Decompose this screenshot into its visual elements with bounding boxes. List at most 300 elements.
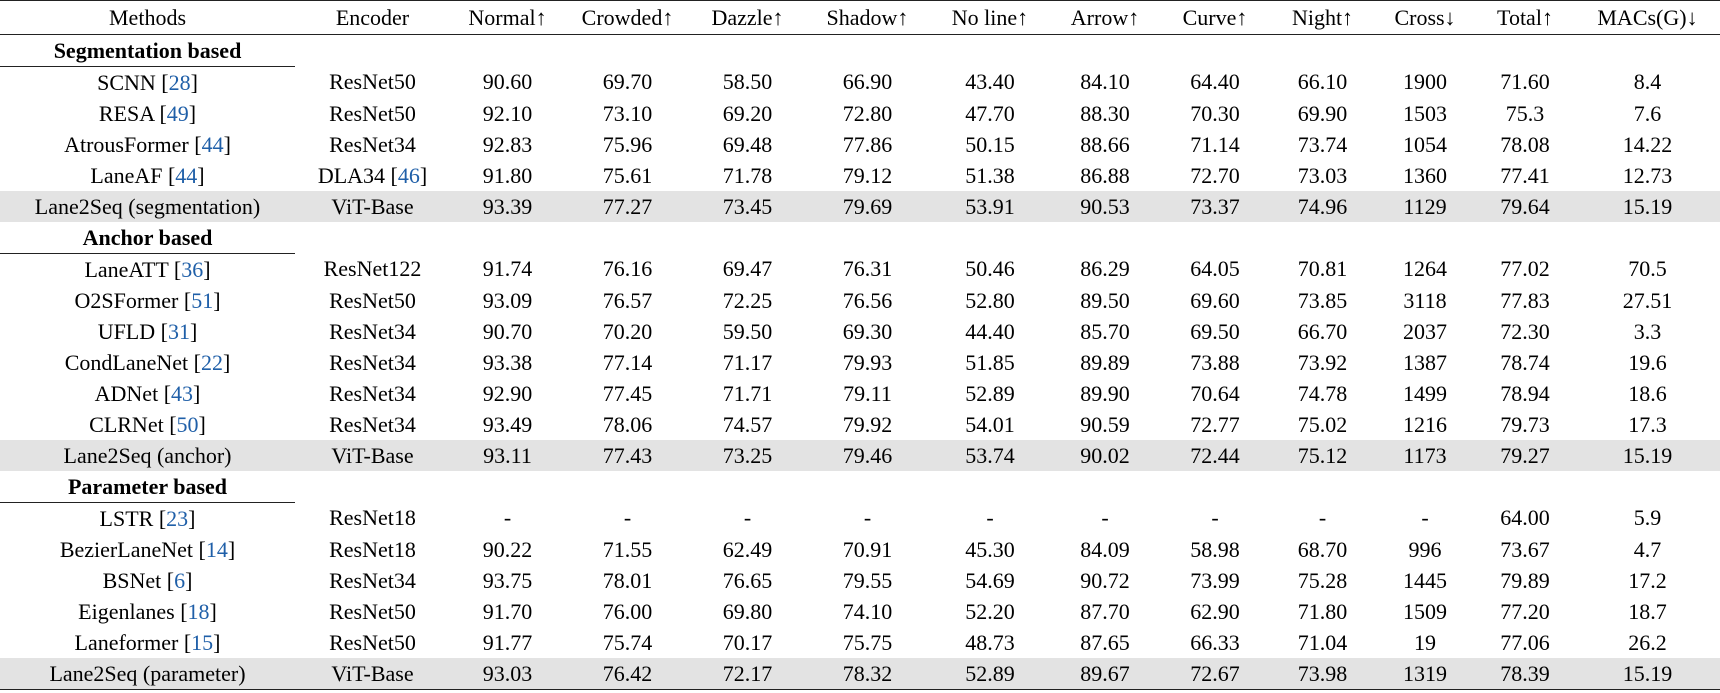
encoder-name: ResNet50 (329, 287, 416, 313)
group-header-row (0, 222, 1720, 254)
value-cell: 92.83 (482, 131, 533, 157)
method-cell: SCNN [28] (97, 69, 198, 95)
encoder-name: ViT-Base (331, 660, 414, 686)
value-cell: 77.02 (1500, 256, 1550, 282)
value-cell: 90.53 (1050, 191, 1160, 222)
value-cell: 73.85 (1297, 287, 1348, 313)
value-cell: 64.05 (1190, 256, 1240, 282)
value-cell: 1216 (1403, 411, 1447, 437)
value-cell: 69.48 (722, 131, 773, 157)
value-cell: 15.19 (1575, 191, 1720, 222)
method-name: BSNet (102, 567, 162, 593)
value-cell: 72.17 (690, 658, 805, 690)
value-cell: 87.70 (1080, 598, 1130, 624)
value-cell: - (623, 505, 632, 531)
value-cell: 51.38 (965, 162, 1015, 188)
table-row (0, 565, 1720, 596)
citation-link[interactable]: 22 (200, 349, 223, 375)
encoder-cell (295, 658, 450, 690)
value-cell: 72.70 (1190, 162, 1240, 188)
value-cell: 69.47 (722, 256, 773, 282)
value-cell: 69.30 (842, 318, 893, 344)
value-cell: 92.10 (482, 100, 533, 126)
value-cell: 7.6 (1633, 100, 1662, 126)
value-cell: 93.03 (450, 658, 565, 690)
value-cell: 75.3 (1505, 100, 1545, 126)
header-dazzle: Dazzle↑ (690, 1, 805, 35)
header-curve: Curve↑ (1160, 1, 1270, 35)
table-row (0, 129, 1720, 160)
value-cell: 73.92 (1297, 349, 1348, 375)
method-name: UFLD (97, 318, 156, 344)
citation-link[interactable]: 50 (176, 411, 199, 437)
value-cell: 2037 (1403, 318, 1447, 344)
value-cell: 70.5 (1628, 256, 1667, 282)
value-cell: 87.65 (1080, 629, 1130, 655)
value-cell: 18.6 (1628, 380, 1667, 406)
value-cell: 73.67 (1500, 536, 1550, 562)
group-spacer (295, 222, 1720, 254)
group-header-row (0, 471, 1720, 503)
table-row (0, 440, 1720, 471)
value-cell: 59.50 (722, 318, 773, 344)
value-cell: 72.30 (1500, 318, 1550, 344)
value-cell: 78.06 (602, 411, 653, 437)
value-cell: 69.90 (1297, 100, 1348, 126)
value-cell: 26.2 (1628, 629, 1667, 655)
value-cell: 58.98 (1190, 536, 1240, 562)
value-cell: 78.74 (1500, 349, 1550, 375)
value-cell: 27.51 (1622, 287, 1673, 313)
value-cell: 73.88 (1190, 349, 1240, 375)
value-cell: - (1318, 505, 1327, 531)
value-cell: 93.49 (482, 411, 533, 437)
table-row (0, 409, 1720, 440)
method-name: Lane2Seq (anchor) (63, 442, 232, 468)
citation-link[interactable]: 44 (201, 131, 224, 157)
citation-link[interactable]: 15 (191, 629, 214, 655)
value-cell: 79.89 (1500, 567, 1550, 593)
header-crowded: Crowded↑ (565, 1, 690, 35)
value-cell: 75.75 (842, 629, 893, 655)
value-cell: 71.17 (722, 349, 773, 375)
method-cell: Eigenlanes [18] (78, 598, 217, 624)
value-cell: 79.27 (1475, 440, 1575, 471)
value-cell: 74.96 (1270, 191, 1375, 222)
value-cell: 66.33 (1190, 629, 1240, 655)
value-cell: 88.66 (1080, 131, 1130, 157)
value-cell: 72.67 (1160, 658, 1270, 690)
value-cell: 79.12 (842, 162, 893, 188)
table-row (0, 316, 1720, 347)
value-cell: 1054 (1403, 131, 1447, 157)
encoder-name: ResNet50 (329, 69, 416, 95)
encoder-name: ResNet34 (329, 567, 416, 593)
value-cell: 78.08 (1500, 131, 1550, 157)
value-cell: 3118 (1403, 287, 1447, 313)
value-cell: 90.60 (482, 69, 533, 95)
value-cell: 1360 (1403, 162, 1447, 188)
value-cell: 84.10 (1080, 69, 1130, 95)
value-cell: 75.96 (602, 131, 653, 157)
method-cell (0, 191, 295, 222)
value-cell: 15.19 (1575, 440, 1720, 471)
header-normal: Normal↑ (450, 1, 565, 35)
value-cell: 93.39 (450, 191, 565, 222)
value-cell: 73.74 (1297, 131, 1348, 157)
value-cell: 74.78 (1297, 380, 1348, 406)
header-encoder: Encoder (295, 1, 450, 35)
encoder-cell (295, 191, 450, 222)
value-cell: 69.60 (1190, 287, 1240, 313)
value-cell: 75.74 (602, 629, 653, 655)
value-cell: 92.90 (482, 380, 533, 406)
method-cell: LaneATT [36] (84, 256, 211, 282)
citation-link[interactable]: 6 (174, 567, 186, 593)
method-cell: CLRNet [50] (89, 411, 206, 437)
value-cell: 77.83 (1500, 287, 1550, 313)
citation-link[interactable]: 43 (171, 380, 194, 406)
encoder-name: ViT-Base (331, 442, 414, 468)
method-cell: ADNet [43] (94, 380, 201, 406)
header-arrow: Arrow↑ (1050, 1, 1160, 35)
value-cell: 12.73 (1622, 162, 1673, 188)
value-cell: 77.41 (1500, 162, 1550, 188)
value-cell: 43.40 (965, 69, 1015, 95)
value-cell: 19 (1414, 629, 1436, 655)
group-spacer (295, 471, 1720, 503)
table-row (0, 254, 1720, 286)
value-cell: 77.14 (602, 349, 653, 375)
encoder-cell (295, 98, 450, 129)
value-cell: 90.02 (1050, 440, 1160, 471)
value-cell: 76.57 (602, 287, 653, 313)
citation-link[interactable]: 46 (397, 162, 420, 188)
value-cell: 72.25 (722, 287, 773, 313)
value-cell: 14.22 (1622, 131, 1673, 157)
group-name: Parameter based (0, 471, 295, 503)
value-cell: 51.85 (965, 349, 1015, 375)
method-name: O2SFormer (74, 287, 179, 313)
value-cell: 79.69 (805, 191, 930, 222)
encoder-cell (295, 596, 450, 627)
value-cell: 73.03 (1297, 162, 1348, 188)
value-cell: 74.10 (842, 598, 893, 624)
encoder-cell (295, 67, 450, 99)
value-cell: - (986, 505, 994, 531)
header-macs: MACs(G)↓ (1575, 1, 1720, 35)
value-cell: 1264 (1403, 256, 1447, 282)
value-cell: 53.74 (930, 440, 1050, 471)
method-cell: O2SFormer [51] (74, 287, 221, 313)
encoder-name: ResNet122 (323, 256, 422, 282)
group-spacer (295, 35, 1720, 67)
table-row (0, 534, 1720, 565)
header-methods: Methods (0, 1, 295, 35)
table-row (0, 98, 1720, 129)
encoder-cell (295, 129, 450, 160)
method-name: LaneAF (90, 162, 163, 188)
value-cell: 1503 (1403, 100, 1447, 126)
value-cell: 71.14 (1190, 131, 1240, 157)
citation-link[interactable]: 36 (181, 256, 204, 282)
method-cell: RESA [49] (98, 100, 197, 126)
value-cell: 90.22 (482, 536, 533, 562)
header-row (0, 1, 1720, 35)
value-cell: 79.46 (805, 440, 930, 471)
table-row (0, 596, 1720, 627)
value-cell: 69.70 (602, 69, 653, 95)
citation-link[interactable]: 44 (175, 162, 198, 188)
value-cell: 79.64 (1475, 191, 1575, 222)
method-name: CLRNet (89, 411, 164, 437)
citation-link[interactable]: 49 (166, 100, 189, 126)
header-no-line: No line↑ (930, 1, 1050, 35)
citation-link[interactable]: 23 (166, 505, 189, 531)
citation-link[interactable]: 31 (167, 318, 190, 344)
header-night: Night↑ (1270, 1, 1375, 35)
value-cell: 62.90 (1190, 598, 1240, 624)
value-cell: 91.70 (482, 598, 533, 624)
header-total: Total↑ (1475, 1, 1575, 35)
encoder-cell (295, 378, 450, 409)
value-cell: 78.94 (1500, 380, 1550, 406)
value-cell: 5.9 (1633, 505, 1662, 531)
value-cell: 77.43 (565, 440, 690, 471)
value-cell: 53.91 (930, 191, 1050, 222)
method-cell (0, 440, 295, 471)
value-cell: 73.25 (690, 440, 805, 471)
value-cell: 84.09 (1080, 536, 1130, 562)
value-cell: 74.57 (722, 411, 773, 437)
value-cell: - (503, 505, 512, 531)
value-cell: 3.3 (1633, 318, 1662, 344)
value-cell: 996 (1408, 536, 1442, 562)
method-name: CondLaneNet (64, 349, 189, 375)
value-cell: 76.31 (842, 256, 893, 282)
value-cell: 70.17 (722, 629, 773, 655)
value-cell: 71.04 (1297, 629, 1348, 655)
header-cross: Cross↓ (1375, 1, 1475, 35)
group-header-row (0, 35, 1720, 67)
encoder-cell (295, 347, 450, 378)
method-name: SCNN (97, 69, 156, 95)
value-cell: 89.90 (1080, 380, 1130, 406)
value-cell: 76.00 (602, 598, 653, 624)
value-cell: 50.46 (965, 256, 1015, 282)
table-row (0, 160, 1720, 191)
value-cell: 47.70 (965, 100, 1015, 126)
value-cell: 93.11 (450, 440, 565, 471)
value-cell: 54.69 (965, 567, 1015, 593)
value-cell: 44.40 (965, 318, 1015, 344)
value-cell: 75.28 (1297, 567, 1348, 593)
value-cell: 72.44 (1160, 440, 1270, 471)
citation-link[interactable]: 28 (168, 69, 191, 95)
value-cell: 15.19 (1575, 658, 1720, 690)
encoder-name: ViT-Base (331, 193, 414, 219)
method-cell: AtrousFormer [44] (64, 131, 231, 157)
value-cell: 79.92 (842, 411, 893, 437)
value-cell: 73.37 (1160, 191, 1270, 222)
value-cell: 70.30 (1190, 100, 1240, 126)
value-cell: 77.86 (842, 131, 893, 157)
citation-link[interactable]: 14 (205, 536, 228, 562)
value-cell: 66.70 (1297, 318, 1348, 344)
value-cell: - (863, 505, 872, 531)
value-cell: 73.10 (602, 100, 653, 126)
value-cell: 50.15 (965, 131, 1015, 157)
encoder-name: ResNet50 (329, 100, 416, 126)
encoder-name: ResNet50 (329, 629, 416, 655)
value-cell: 72.77 (1190, 411, 1240, 437)
value-cell: 62.49 (722, 536, 773, 562)
method-name: Eigenlanes (78, 598, 175, 624)
value-cell: 54.01 (965, 411, 1015, 437)
encoder-cell (295, 503, 450, 535)
value-cell: 75.61 (602, 162, 653, 188)
value-cell: 69.20 (722, 100, 773, 126)
value-cell: - (1211, 505, 1219, 531)
value-cell: 93.38 (482, 349, 533, 375)
encoder-name: ResNet50 (329, 598, 416, 624)
header-shadow: Shadow↑ (805, 1, 930, 35)
value-cell: 1509 (1403, 598, 1447, 624)
encoder-name: DLA34 (317, 162, 386, 188)
encoder-name: ResNet34 (329, 349, 416, 375)
encoder-name: ResNet34 (329, 131, 416, 157)
value-cell: 91.80 (482, 162, 533, 188)
value-cell: 73.45 (690, 191, 805, 222)
value-cell: 75.12 (1270, 440, 1375, 471)
value-cell: 89.50 (1080, 287, 1130, 313)
value-cell: 73.98 (1270, 658, 1375, 690)
value-cell: 1129 (1375, 191, 1475, 222)
encoder-cell (295, 316, 450, 347)
method-cell (0, 658, 295, 690)
citation-link[interactable]: 51 (191, 287, 214, 313)
value-cell: 45.30 (965, 536, 1015, 562)
group-name: Segmentation based (0, 35, 295, 67)
value-cell: 70.64 (1190, 380, 1240, 406)
method-name: ADNet (94, 380, 159, 406)
table-row (0, 191, 1720, 222)
value-cell: 77.20 (1500, 598, 1550, 624)
method-cell: BSNet [6] (102, 567, 193, 593)
encoder-cell (295, 440, 450, 471)
value-cell: 17.3 (1628, 411, 1667, 437)
encoder-cell (295, 285, 450, 316)
table-row (0, 347, 1720, 378)
value-cell: 91.74 (482, 256, 533, 282)
citation-link[interactable]: 18 (187, 598, 210, 624)
method-name: AtrousFormer (64, 131, 189, 157)
value-cell: 52.89 (965, 380, 1015, 406)
value-cell: 89.67 (1050, 658, 1160, 690)
value-cell: 1900 (1403, 69, 1447, 95)
method-name: BezierLaneNet (59, 536, 193, 562)
value-cell: 79.73 (1500, 411, 1550, 437)
value-cell: 88.30 (1080, 100, 1130, 126)
value-cell: - (1101, 505, 1109, 531)
value-cell: 52.80 (965, 287, 1015, 313)
value-cell: 89.89 (1080, 349, 1130, 375)
value-cell: 18.7 (1628, 598, 1667, 624)
value-cell: 69.50 (1190, 318, 1240, 344)
table-row (0, 67, 1720, 99)
value-cell: 78.39 (1475, 658, 1575, 690)
encoder-cell (295, 627, 450, 658)
value-cell: 71.60 (1500, 69, 1550, 95)
value-cell: 90.70 (482, 318, 533, 344)
value-cell: 52.20 (965, 598, 1015, 624)
encoder-name: ResNet18 (329, 536, 416, 562)
group-name: Anchor based (0, 222, 295, 254)
encoder-cell (295, 409, 450, 440)
table-row (0, 658, 1720, 690)
value-cell: 71.71 (722, 380, 773, 406)
value-cell: 93.75 (482, 567, 533, 593)
table-body (0, 35, 1720, 690)
value-cell: 4.7 (1633, 536, 1662, 562)
value-cell: 76.56 (842, 287, 893, 313)
value-cell: 69.80 (722, 598, 773, 624)
encoder-name: ResNet34 (329, 380, 416, 406)
value-cell: 1445 (1403, 567, 1447, 593)
encoder-name: ResNet18 (329, 505, 416, 531)
encoder-name: ResNet34 (329, 318, 416, 344)
value-cell: - (743, 505, 752, 531)
value-cell: 1173 (1375, 440, 1475, 471)
value-cell: 48.73 (965, 629, 1015, 655)
value-cell: 70.91 (842, 536, 893, 562)
value-cell: 86.29 (1080, 256, 1130, 282)
value-cell: 76.65 (722, 567, 773, 593)
table-row (0, 503, 1720, 535)
value-cell: 71.80 (1297, 598, 1348, 624)
encoder-cell (295, 534, 450, 565)
method-cell: LaneAF [44] (90, 162, 205, 188)
value-cell: 75.02 (1297, 411, 1348, 437)
value-cell: 86.88 (1080, 162, 1130, 188)
method-cell: LSTR [23] (99, 505, 196, 531)
method-cell: CondLaneNet [22] (64, 349, 231, 375)
value-cell: 1319 (1375, 658, 1475, 690)
value-cell: 71.78 (722, 162, 773, 188)
table-row (0, 378, 1720, 409)
value-cell: 66.90 (842, 69, 893, 95)
value-cell: 85.70 (1080, 318, 1130, 344)
value-cell: 58.50 (722, 69, 773, 95)
value-cell: 91.77 (482, 629, 533, 655)
value-cell: 17.2 (1628, 567, 1667, 593)
value-cell: 70.81 (1297, 256, 1348, 282)
value-cell: 93.09 (482, 287, 533, 313)
value-cell: 19.6 (1628, 349, 1667, 375)
value-cell: 52.89 (930, 658, 1050, 690)
value-cell: 78.01 (602, 567, 653, 593)
method-cell: Laneformer [15] (74, 629, 221, 655)
method-name: RESA (98, 100, 154, 126)
value-cell: 79.55 (842, 567, 893, 593)
value-cell: 72.80 (842, 100, 893, 126)
method-name: Lane2Seq (parameter) (49, 660, 246, 686)
value-cell: 77.06 (1500, 629, 1550, 655)
value-cell: 76.16 (602, 256, 653, 282)
value-cell: 79.93 (842, 349, 893, 375)
value-cell: 79.11 (843, 380, 892, 406)
method-cell: BezierLaneNet [14] (59, 536, 236, 562)
